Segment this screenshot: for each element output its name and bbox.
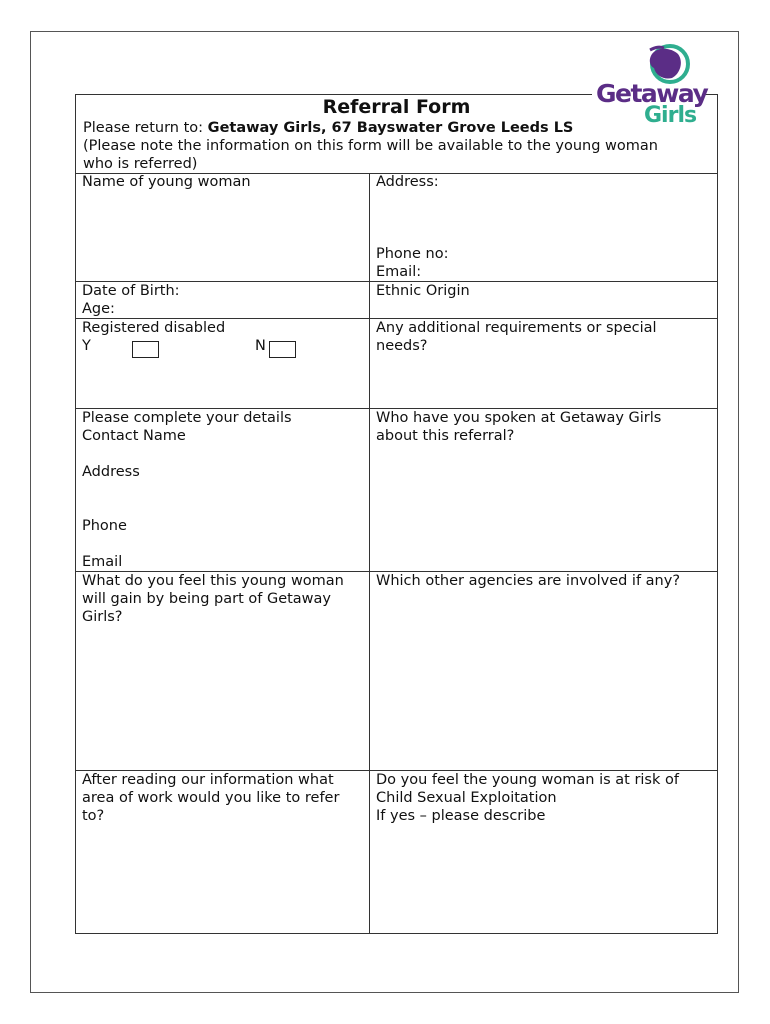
area-line-3: to? — [82, 808, 105, 824]
age-label: Age: — [82, 301, 115, 317]
logo-word-girls: Girls — [644, 103, 697, 128]
no-label: N — [255, 338, 266, 354]
logo-word-getaway: Getaway — [596, 79, 708, 108]
risk-line-1: Do you feel the young woman is at risk of — [376, 772, 679, 788]
note-line-1: (Please note the information on this form will be available to the young woman — [83, 138, 658, 154]
registered-disabled-label: Registered disabled — [82, 320, 226, 336]
phone-label: Phone no: — [376, 246, 449, 262]
additional-needs-line-2: needs? — [376, 338, 428, 354]
form-title: Referral Form — [322, 96, 471, 118]
referral-form — [75, 94, 718, 934]
return-address: Getaway Girls, 67 Bayswater Grove Leeds LS — [207, 120, 574, 136]
additional-needs-line-1: Any additional requirements or special — [376, 320, 657, 336]
contact-phone-label: Phone — [82, 518, 127, 534]
risk-line-2: Child Sexual Exploitation — [376, 790, 557, 806]
contact-address-label: Address — [82, 464, 140, 480]
gain-line-2: will gain by being part of Getaway — [82, 591, 332, 607]
address-label: Address: — [376, 174, 439, 190]
yes-checkbox[interactable] — [132, 341, 159, 358]
agencies-label: Which other agencies are involved if any? — [376, 573, 681, 589]
spoken-line-1: Who have you spoken at Getaway Girls — [376, 410, 662, 426]
column-divider — [369, 173, 370, 933]
return-prefix: Please return to: — [83, 120, 208, 136]
getaway-girls-logo — [592, 42, 708, 132]
area-line-2: area of work would you like to refer — [82, 790, 340, 806]
spoken-line-2: about this referral? — [376, 428, 515, 444]
contact-name-label: Contact Name — [82, 428, 186, 444]
area-line-1: After reading our information what — [82, 772, 334, 788]
yes-label: Y — [82, 338, 91, 354]
return-address-line — [83, 119, 591, 137]
no-checkbox[interactable] — [269, 341, 296, 358]
email-label: Email: — [376, 264, 422, 280]
ethnic-origin-label: Ethnic Origin — [376, 283, 470, 299]
risk-line-3: If yes – please describe — [376, 808, 546, 824]
gain-line-3: Girls? — [82, 609, 123, 625]
gain-line-1: What do you feel this young woman — [82, 573, 344, 589]
note-line-2: who is referred) — [83, 156, 198, 172]
name-label: Name of young woman — [82, 174, 251, 190]
details-heading: Please complete your details — [82, 410, 292, 426]
dob-label: Date of Birth: — [82, 283, 180, 299]
contact-email-label: Email — [82, 554, 123, 570]
